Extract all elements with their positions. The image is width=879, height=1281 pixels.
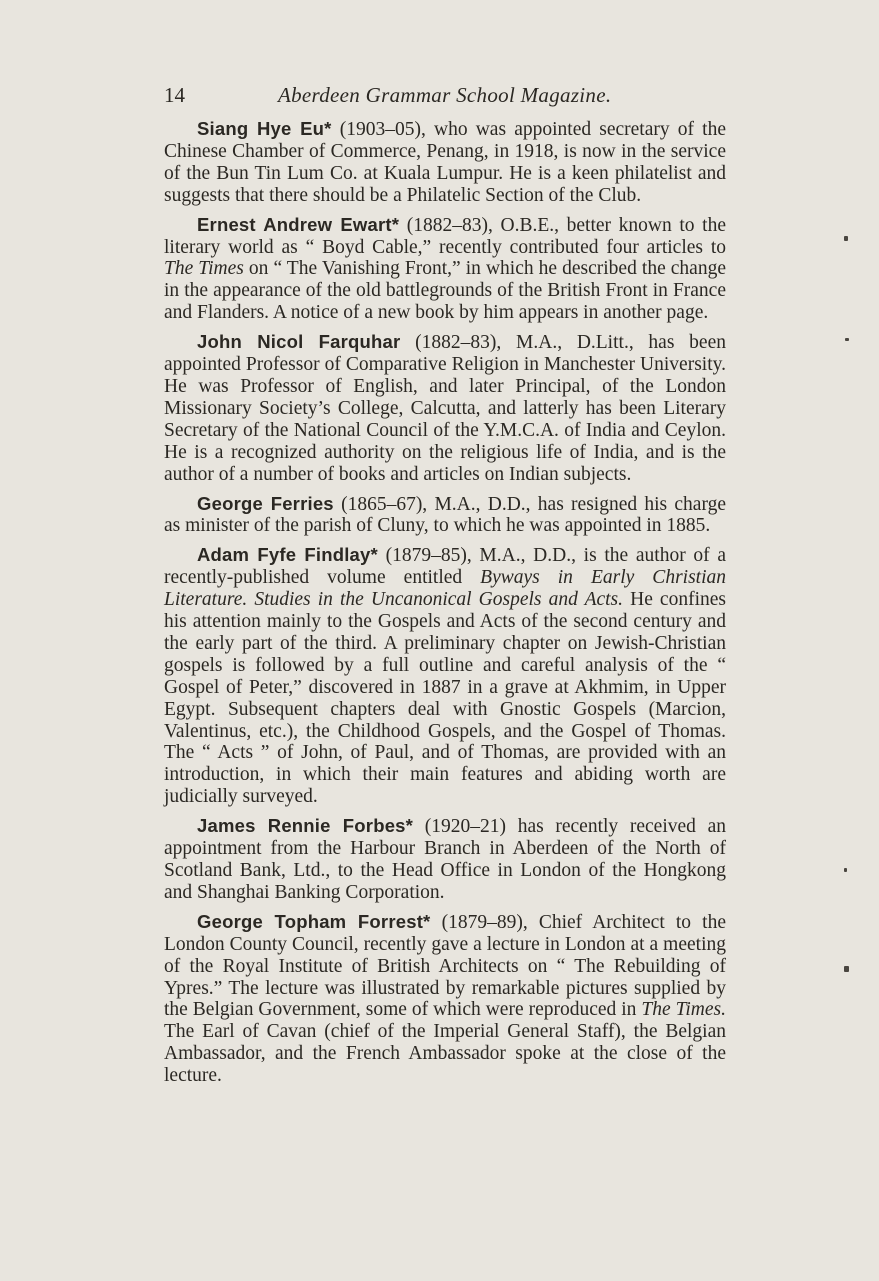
entry-italic-title: The Times. <box>641 999 727 1021</box>
entry-italic-title: Byways in Early Christian Literature. Studies in the Uncanonical Gospels and Acts. <box>164 567 726 611</box>
entry-text: (1903–05), who was appointed secretary of the Chinese Chamber of Commerce, Penang, in 1918, is now in the service of the Bun Tin Lum Co. at Kuala Lumpur. He is a keen philatelist and suggests that there should be a Philatelic Section of the Club. <box>164 119 726 206</box>
ink-speck <box>844 868 847 872</box>
entry-name: George Ferries <box>197 492 334 514</box>
entry-name: Adam Fyfe Findlay* <box>197 544 378 566</box>
entry-text: He confines his attention mainly to the Gospels and Acts of the second century and the early part of the third. A preliminary chapter on Jewish-Christian gospels is followed by a full outline and careful analysis of the “ Gospel of Peter,” discovered in 1887 in a grave at Akhmim, in Upper Egypt. Subsequent chapters deal with Gnostic Gospels (Marcion, Valentinus, etc.), the Childhood Gospels, and the Gospel of Thomas. The “ Acts ” of John, of Paul, and of Thomas, are provided with an introduction, in which their main features and abiding worth are judicially surveyed. <box>164 589 726 808</box>
entry-text: (1879–85), M.A., D.D., is the author of a recently-published volume entitled <box>164 545 726 589</box>
entry-text: (1920–21) has recently received an appointment from the Harbour Branch in Aberdeen of the North of Scotland Bank, Ltd., to the Head Office in London of the Hongkong and Shanghai Banking Corporation. <box>164 816 726 903</box>
entry-john-nicol-farquhar <box>164 331 726 485</box>
entry-name: Ernest Andrew Ewart* <box>197 213 400 235</box>
page-header <box>164 80 724 110</box>
ink-speck <box>845 338 849 341</box>
entry-italic-title: The Times <box>164 258 244 280</box>
entry-text: (1879–89), Chief Architect to the London County Council, recently gave a lecture in London at a meeting of the Royal Institute of British Architects on “ The Rebuilding of Ypres.” The lecture was illustrated by remarkable pictures supplied by the Belgian Government, some of which were reproduced in <box>164 911 726 1021</box>
entry-ernest-andrew-ewart <box>164 214 726 325</box>
entry-text: on “ The Vanishing Front,” in which he described the change in the appearance of the old battlegrounds of the British Front in France and Flanders. A notice of a new book by him appears in another page. <box>164 258 726 324</box>
running-title: Aberdeen Grammar School Magazine. <box>278 83 612 107</box>
entry-james-rennie-forbes <box>164 815 726 904</box>
entry-siang-hye-eu <box>164 118 726 207</box>
entry-text: (1882–83), O.B.E., better known to the literary world as “ Boyd Cable,” recently contributed four articles to <box>164 214 726 258</box>
entry-text: (1882–83), M.A., D.Litt., has been appointed Professor of Comparative Religion in Manchester University. He was Professor of English, and later Principal, of the London Missionary Society’s College, Calcutta, and latterly has been Literary Secretary of the National Council of the Y.M.C.A. of India and Ceylon. He is a recognized authority on the religious life of India, and is the author of a number of books and articles on Indian subjects. <box>164 332 726 485</box>
entry-name: James Rennie Forbes* <box>197 815 414 837</box>
ink-speck <box>844 236 848 241</box>
entry-name: Siang Hye Eu* <box>197 118 332 139</box>
page-number: 14 <box>164 83 185 107</box>
entry-text: The Earl of Cavan (chief of the Imperial General Staff), the Belgian Ambassador, and the French Ambassador spoke at the close of the lecture. <box>164 1021 726 1087</box>
article-body <box>164 118 726 1094</box>
ink-speck <box>844 966 849 972</box>
entry-george-topham-forrest <box>164 911 726 1087</box>
entry-george-ferries <box>164 493 726 538</box>
entry-adam-fyfe-findlay <box>164 544 726 808</box>
entry-text: (1865–67), M.A., D.D., has resigned his charge as minister of the parish of Cluny, to which he was appointed in 1885. <box>164 493 726 537</box>
entry-name: George Topham Forrest* <box>197 910 431 932</box>
entry-name: John Nicol Farquhar <box>197 331 401 353</box>
